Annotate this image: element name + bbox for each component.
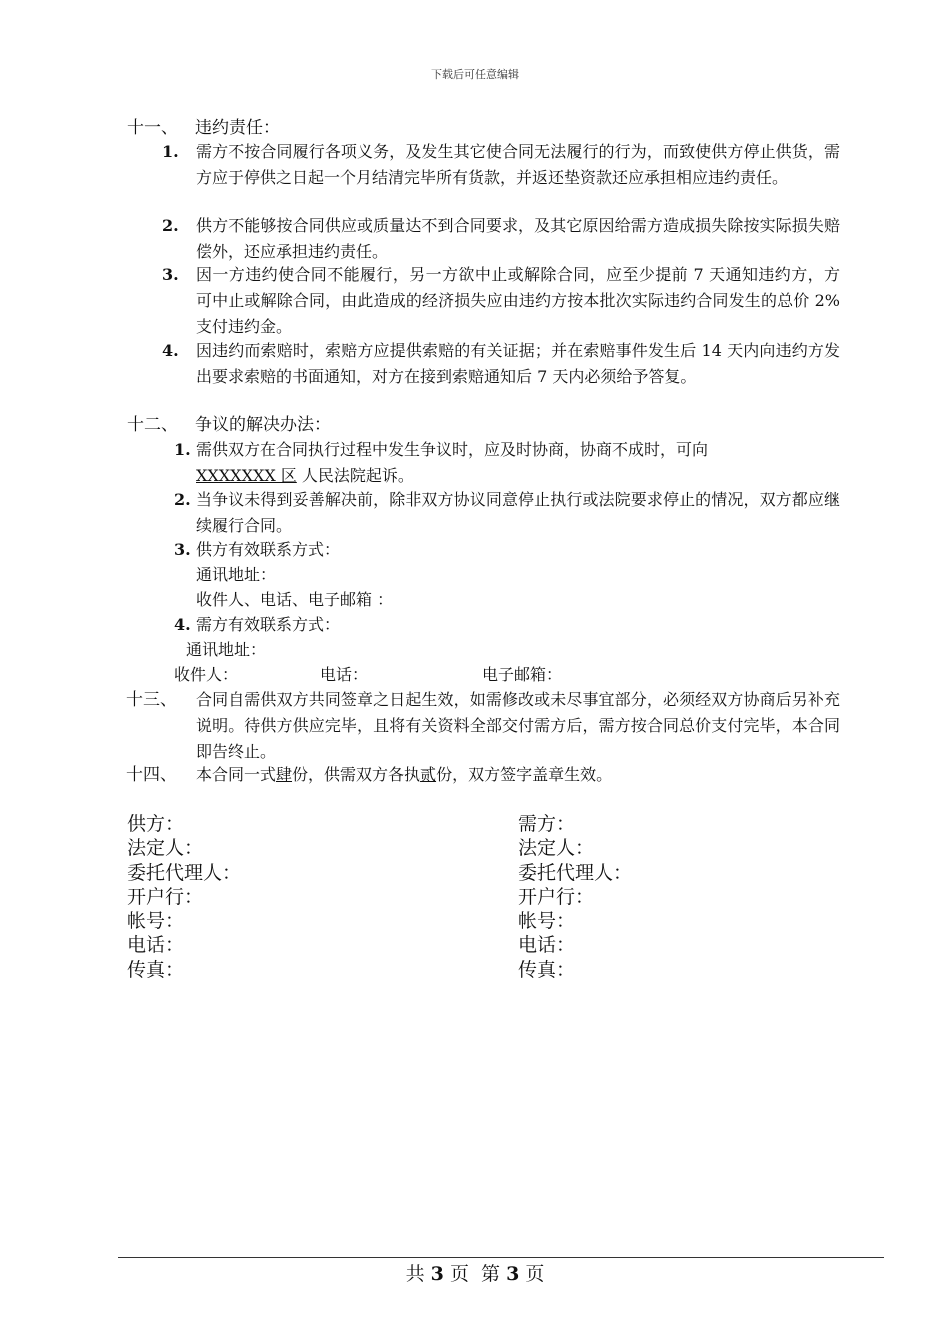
section-12-item-1 [174, 437, 840, 489]
page-footer [0, 1259, 950, 1286]
supplier-phone-label: 电话： [127, 934, 185, 957]
item-text: 需供双方在合同执行过程中发生争议时，应及时协商，协商不成时，可向 [196, 440, 709, 459]
footer-current-pre: 第 [481, 1263, 501, 1285]
buyer-bank-label: 开户行： [518, 885, 595, 908]
signature-supplier-block [127, 812, 241, 982]
section-12-item-2 [174, 487, 840, 539]
buyer-phone-label: 电话： [518, 934, 576, 957]
item-text: 需方有效联系方式： [196, 615, 341, 634]
buyer-address-label: 通讯地址： [186, 640, 267, 659]
item-text: 当争议未得到妥善解决前，除非双方协议同意停止执行或法院要求停止的情况，双方都应继续履行合同。 [196, 490, 840, 535]
court-district: XXXXXXX 区 [196, 466, 297, 485]
buyer-account-label: 帐号： [518, 910, 576, 933]
supplier-contact-label: 收件人、电话、电子邮箱 ： [196, 590, 394, 609]
buyer-phone-label: 电话： [320, 665, 369, 684]
supplier-bank-label: 开户行： [127, 885, 204, 908]
page-header-note: 下载后可任意编辑 [431, 68, 519, 81]
section-14-each: 贰 [420, 765, 437, 784]
item-text: 需方不按合同履行各项义务，及发生其它使合同无法履行的行为，而致使供方停止供货，需方应于停供之日起一个月结清完毕所有货款，并返还垫资款还应承担相应违约责任。 [196, 142, 840, 187]
item-text: 因违约而索赔时，索赔方应提供索赔的有关证据；并在索赔事件发生后 14 天内向违约方发出要求索赔的书面通知，对方在接到索赔通知后 7 天内必须给予答复。 [196, 341, 840, 386]
section-12-number: 十二、 [127, 415, 178, 435]
section-14-post: 份，双方签字盖章生效。 [436, 765, 613, 784]
section-11-item-4 [162, 338, 840, 390]
section-11-title: 违约责任： [195, 118, 280, 138]
section-14-pre: 本合同一式 [196, 765, 277, 784]
item-number: 1. [174, 440, 191, 459]
section-11-number: 十一、 [127, 118, 178, 138]
item-number: 4. [174, 615, 191, 634]
supplier-fax-label: 传真： [127, 958, 185, 981]
section-11-item-2 [162, 213, 840, 265]
item-number: 3. [174, 540, 191, 559]
footer-divider [118, 1257, 884, 1258]
item-number: 3. [162, 265, 179, 284]
item-number: 4. [162, 341, 179, 360]
supplier-account-label: 帐号： [127, 910, 185, 933]
footer-total-pages: 3 [430, 1263, 444, 1285]
item-number: 2. [174, 490, 191, 509]
section-12-item-3 [174, 537, 840, 563]
section-11-item-1 [162, 139, 840, 191]
footer-total-pre: 共 [405, 1263, 425, 1285]
section-14 [126, 762, 840, 788]
item-text: 因一方违约使合同不能履行，另一方欲中止或解除合同，应至少提前 7 天通知违约方，方可中止或解除合同，由此造成的经济损失应由违约方按本批次实际违约合同发生的总价 2%支付违约金。 [196, 265, 840, 336]
buyer-recipient-label: 收件人： [174, 665, 239, 684]
supplier-agent-label: 委托代理人： [127, 861, 242, 884]
buyer-email-label: 电子邮箱： [482, 665, 563, 684]
footer-current-post: 页 [525, 1263, 545, 1285]
footer-current-page: 3 [506, 1263, 520, 1285]
section-14-copies: 肆 [276, 765, 293, 784]
item-number: 2. [162, 216, 179, 235]
item-number: 1. [162, 142, 179, 161]
supplier-address-label: 通讯地址： [196, 565, 277, 584]
section-13-text: 合同自需供双方共同签章之日起生效，如需修改或未尽事宜部分，必须经双方协商后另补充说明。待供方供应完毕，且将有关资料全部交付需方后，需方按合同总价支付完毕，本合同即告终止。 [196, 690, 840, 761]
section-12-item-4 [174, 612, 840, 638]
section-14-mid: 份，供需双方各执 [292, 765, 421, 784]
buyer-party-label: 需方： [518, 813, 576, 835]
supplier-legal-rep-label: 法定人： [127, 837, 204, 860]
item-text: 供方有效联系方式： [196, 540, 341, 559]
section-11-item-3 [162, 262, 840, 340]
supplier-party-label: 供方： [127, 813, 185, 835]
item-text-tail: 人民法院起诉。 [301, 466, 414, 485]
buyer-legal-rep-label: 法定人： [518, 837, 595, 860]
section-14-number: 十四、 [126, 765, 177, 785]
signature-buyer-block [518, 812, 632, 982]
section-12-title: 争议的解决办法： [195, 415, 331, 435]
buyer-agent-label: 委托代理人： [518, 861, 633, 884]
section-13-number: 十三、 [126, 690, 177, 710]
item-text: 供方不能够按合同供应或质量达不到合同要求，及其它原因给需方造成损失除按实际损失赔偿外，还应承担违约责任。 [196, 216, 840, 261]
section-11-heading [127, 116, 280, 140]
footer-total-post: 页 [449, 1263, 469, 1285]
buyer-fax-label: 传真： [518, 958, 576, 981]
section-13 [126, 687, 840, 765]
section-12-heading [127, 413, 331, 437]
